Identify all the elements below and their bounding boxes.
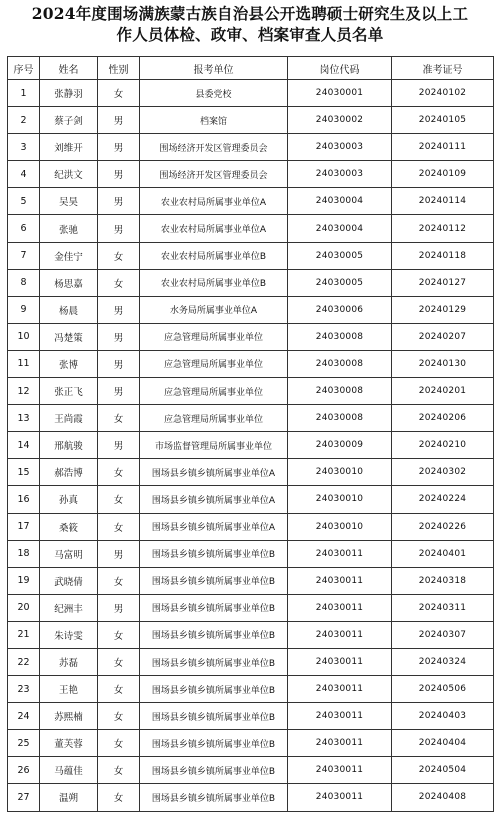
table-row: [8, 703, 494, 730]
cell-gender: 男: [98, 107, 140, 134]
cell-post-code: 24030009: [288, 432, 392, 459]
cell-name: 张博: [40, 350, 98, 377]
candidate-table: [7, 56, 494, 812]
cell-index: 22: [8, 648, 40, 675]
table-row: [8, 215, 494, 242]
cell-exam-number: 20240111: [392, 134, 494, 161]
cell-unit: 围场县乡镇乡镇所属事业单位B: [140, 540, 288, 567]
cell-unit: 农业农村局所属事业单位B: [140, 269, 288, 296]
table-row: [8, 296, 494, 323]
cell-name: 刘维开: [40, 134, 98, 161]
cell-gender: 女: [98, 621, 140, 648]
cell-exam-number: 20240404: [392, 730, 494, 757]
cell-exam-number: 20240206: [392, 405, 494, 432]
cell-name: 孙真: [40, 486, 98, 513]
cell-exam-number: 20240324: [392, 648, 494, 675]
cell-index: 17: [8, 513, 40, 540]
cell-gender: 男: [98, 323, 140, 350]
cell-name: 金佳宁: [40, 242, 98, 269]
cell-gender: 女: [98, 405, 140, 432]
cell-exam-number: 20240207: [392, 323, 494, 350]
cell-index: 11: [8, 350, 40, 377]
cell-index: 25: [8, 730, 40, 757]
header-unit: 报考单位: [140, 57, 288, 80]
cell-index: 27: [8, 784, 40, 811]
cell-gender: 女: [98, 80, 140, 107]
table-row: [8, 432, 494, 459]
table-row: [8, 188, 494, 215]
cell-name: 郝浩博: [40, 459, 98, 486]
cell-name: 王尚霞: [40, 405, 98, 432]
cell-gender: 男: [98, 594, 140, 621]
header-index: 序号: [8, 57, 40, 80]
cell-name: 杨思嘉: [40, 269, 98, 296]
table-row: [8, 134, 494, 161]
cell-gender: 男: [98, 350, 140, 377]
cell-unit: 围场经济开发区管理委员会: [140, 134, 288, 161]
table-row: [8, 269, 494, 296]
cell-post-code: 24030001: [288, 80, 392, 107]
cell-post-code: 24030004: [288, 188, 392, 215]
cell-exam-number: 20240105: [392, 107, 494, 134]
header-name: 姓名: [40, 57, 98, 80]
cell-index: 2: [8, 107, 40, 134]
cell-name: 苏磊: [40, 648, 98, 675]
table-row: [8, 757, 494, 784]
cell-exam-number: 20240401: [392, 540, 494, 567]
cell-unit: 围场县乡镇乡镇所属事业单位B: [140, 594, 288, 621]
cell-post-code: 24030008: [288, 405, 392, 432]
cell-name: 董芙蓉: [40, 730, 98, 757]
header-post-code: 岗位代码: [288, 57, 392, 80]
cell-index: 13: [8, 405, 40, 432]
cell-unit: 围场县乡镇乡镇所属事业单位B: [140, 648, 288, 675]
cell-exam-number: 20240408: [392, 784, 494, 811]
cell-index: 10: [8, 323, 40, 350]
cell-unit: 应急管理局所属事业单位: [140, 323, 288, 350]
cell-exam-number: 20240127: [392, 269, 494, 296]
cell-gender: 男: [98, 215, 140, 242]
cell-gender: 女: [98, 648, 140, 675]
cell-gender: 女: [98, 242, 140, 269]
title-line-1: 2024年度围场满族蒙古族自治县公开选聘硕士研究生及以上工: [31, 4, 469, 23]
cell-gender: 男: [98, 296, 140, 323]
cell-index: 4: [8, 161, 40, 188]
cell-post-code: 24030011: [288, 703, 392, 730]
cell-name: 纪洲丰: [40, 594, 98, 621]
cell-gender: 女: [98, 269, 140, 296]
cell-name: 张正飞: [40, 378, 98, 405]
cell-unit: 应急管理局所属事业单位: [140, 405, 288, 432]
cell-gender: 女: [98, 703, 140, 730]
cell-index: 15: [8, 459, 40, 486]
cell-name: 邢航骏: [40, 432, 98, 459]
cell-post-code: 24030011: [288, 676, 392, 703]
table-row: [8, 378, 494, 405]
cell-exam-number: 20240224: [392, 486, 494, 513]
cell-name: 温朔: [40, 784, 98, 811]
cell-name: 张静羽: [40, 80, 98, 107]
cell-unit: 围场县乡镇乡镇所属事业单位B: [140, 567, 288, 594]
cell-unit: 围场县乡镇乡镇所属事业单位A: [140, 486, 288, 513]
table-row: [8, 513, 494, 540]
cell-unit: 围场县乡镇乡镇所属事业单位B: [140, 784, 288, 811]
cell-exam-number: 20240506: [392, 676, 494, 703]
cell-index: 16: [8, 486, 40, 513]
table-row: [8, 80, 494, 107]
header-exam-number: 准考证号: [392, 57, 494, 80]
page-title: [0, 3, 500, 45]
cell-gender: 女: [98, 459, 140, 486]
cell-unit: 市场监督管理局所属事业单位: [140, 432, 288, 459]
cell-exam-number: 20240302: [392, 459, 494, 486]
cell-post-code: 24030005: [288, 269, 392, 296]
cell-post-code: 24030002: [288, 107, 392, 134]
cell-unit: 县委党校: [140, 80, 288, 107]
cell-post-code: 24030011: [288, 540, 392, 567]
cell-unit: 应急管理局所属事业单位: [140, 378, 288, 405]
table-row: [8, 242, 494, 269]
header-row: [8, 57, 494, 80]
cell-exam-number: 20240129: [392, 296, 494, 323]
cell-index: 19: [8, 567, 40, 594]
cell-exam-number: 20240118: [392, 242, 494, 269]
cell-index: 23: [8, 676, 40, 703]
cell-unit: 围场经济开发区管理委员会: [140, 161, 288, 188]
table-row: [8, 161, 494, 188]
cell-post-code: 24030011: [288, 757, 392, 784]
cell-index: 8: [8, 269, 40, 296]
cell-post-code: 24030010: [288, 513, 392, 540]
cell-gender: 女: [98, 757, 140, 784]
table-row: [8, 350, 494, 377]
table-row: [8, 784, 494, 811]
table-row: [8, 730, 494, 757]
cell-gender: 男: [98, 540, 140, 567]
cell-gender: 女: [98, 784, 140, 811]
cell-index: 5: [8, 188, 40, 215]
cell-name: 冯楚策: [40, 323, 98, 350]
table-body: [8, 80, 494, 812]
cell-gender: 男: [98, 432, 140, 459]
cell-post-code: 24030010: [288, 459, 392, 486]
cell-unit: 围场县乡镇乡镇所属事业单位B: [140, 730, 288, 757]
cell-unit: 水务局所属事业单位A: [140, 296, 288, 323]
cell-gender: 男: [98, 161, 140, 188]
cell-exam-number: 20240403: [392, 703, 494, 730]
cell-index: 20: [8, 594, 40, 621]
cell-unit: 应急管理局所属事业单位: [140, 350, 288, 377]
cell-gender: 男: [98, 188, 140, 215]
cell-gender: 男: [98, 378, 140, 405]
cell-post-code: 24030011: [288, 594, 392, 621]
cell-index: 21: [8, 621, 40, 648]
table-row: [8, 107, 494, 134]
cell-index: 26: [8, 757, 40, 784]
cell-post-code: 24030003: [288, 161, 392, 188]
cell-index: 3: [8, 134, 40, 161]
cell-post-code: 24030011: [288, 648, 392, 675]
cell-exam-number: 20240210: [392, 432, 494, 459]
cell-index: 18: [8, 540, 40, 567]
cell-index: 6: [8, 215, 40, 242]
header-gender: 性别: [98, 57, 140, 80]
cell-exam-number: 20240307: [392, 621, 494, 648]
cell-gender: 男: [98, 134, 140, 161]
cell-name: 王艳: [40, 676, 98, 703]
cell-exam-number: 20240114: [392, 188, 494, 215]
table-row: [8, 648, 494, 675]
table-header: [8, 57, 494, 80]
cell-post-code: 24030011: [288, 567, 392, 594]
cell-name: 朱诗雯: [40, 621, 98, 648]
cell-index: 14: [8, 432, 40, 459]
cell-index: 7: [8, 242, 40, 269]
table-row: [8, 405, 494, 432]
cell-exam-number: 20240504: [392, 757, 494, 784]
cell-unit: 档案馆: [140, 107, 288, 134]
cell-exam-number: 20240226: [392, 513, 494, 540]
cell-unit: 农业农村局所属事业单位B: [140, 242, 288, 269]
cell-unit: 农业农村局所属事业单位A: [140, 188, 288, 215]
cell-gender: 女: [98, 567, 140, 594]
cell-unit: 围场县乡镇乡镇所属事业单位B: [140, 703, 288, 730]
cell-unit: 围场县乡镇乡镇所属事业单位B: [140, 621, 288, 648]
cell-unit: 围场县乡镇乡镇所属事业单位B: [140, 676, 288, 703]
cell-post-code: 24030004: [288, 215, 392, 242]
cell-unit: 围场县乡镇乡镇所属事业单位A: [140, 513, 288, 540]
cell-unit: 围场县乡镇乡镇所属事业单位B: [140, 757, 288, 784]
cell-post-code: 24030005: [288, 242, 392, 269]
cell-index: 24: [8, 703, 40, 730]
cell-exam-number: 20240102: [392, 80, 494, 107]
cell-index: 12: [8, 378, 40, 405]
cell-name: 纪洪文: [40, 161, 98, 188]
cell-exam-number: 20240311: [392, 594, 494, 621]
cell-name: 蔡子剑: [40, 107, 98, 134]
cell-post-code: 24030010: [288, 486, 392, 513]
cell-post-code: 24030006: [288, 296, 392, 323]
cell-exam-number: 20240130: [392, 350, 494, 377]
title-line-2: 作人员体检、政审、档案审查人员名单: [116, 25, 384, 44]
cell-post-code: 24030008: [288, 350, 392, 377]
cell-name: 桑筱: [40, 513, 98, 540]
cell-name: 武晓倩: [40, 567, 98, 594]
cell-gender: 女: [98, 513, 140, 540]
cell-post-code: 24030011: [288, 784, 392, 811]
cell-exam-number: 20240109: [392, 161, 494, 188]
table-row: [8, 323, 494, 350]
cell-name: 马蕴佳: [40, 757, 98, 784]
table-row: [8, 594, 494, 621]
table-row: [8, 459, 494, 486]
cell-post-code: 24030011: [288, 621, 392, 648]
cell-exam-number: 20240112: [392, 215, 494, 242]
cell-name: 张驰: [40, 215, 98, 242]
cell-name: 杨晨: [40, 296, 98, 323]
cell-index: 9: [8, 296, 40, 323]
cell-unit: 围场县乡镇乡镇所属事业单位A: [140, 459, 288, 486]
table-row: [8, 567, 494, 594]
table-row: [8, 676, 494, 703]
cell-post-code: 24030003: [288, 134, 392, 161]
cell-name: 苏熙楠: [40, 703, 98, 730]
cell-unit: 农业农村局所属事业单位A: [140, 215, 288, 242]
cell-post-code: 24030008: [288, 323, 392, 350]
cell-name: 吴昊: [40, 188, 98, 215]
cell-index: 1: [8, 80, 40, 107]
cell-post-code: 24030008: [288, 378, 392, 405]
cell-gender: 女: [98, 730, 140, 757]
cell-gender: 女: [98, 676, 140, 703]
table-row: [8, 621, 494, 648]
cell-exam-number: 20240201: [392, 378, 494, 405]
table-row: [8, 486, 494, 513]
cell-name: 马富明: [40, 540, 98, 567]
cell-post-code: 24030011: [288, 730, 392, 757]
table-row: [8, 540, 494, 567]
cell-exam-number: 20240318: [392, 567, 494, 594]
cell-gender: 女: [98, 486, 140, 513]
